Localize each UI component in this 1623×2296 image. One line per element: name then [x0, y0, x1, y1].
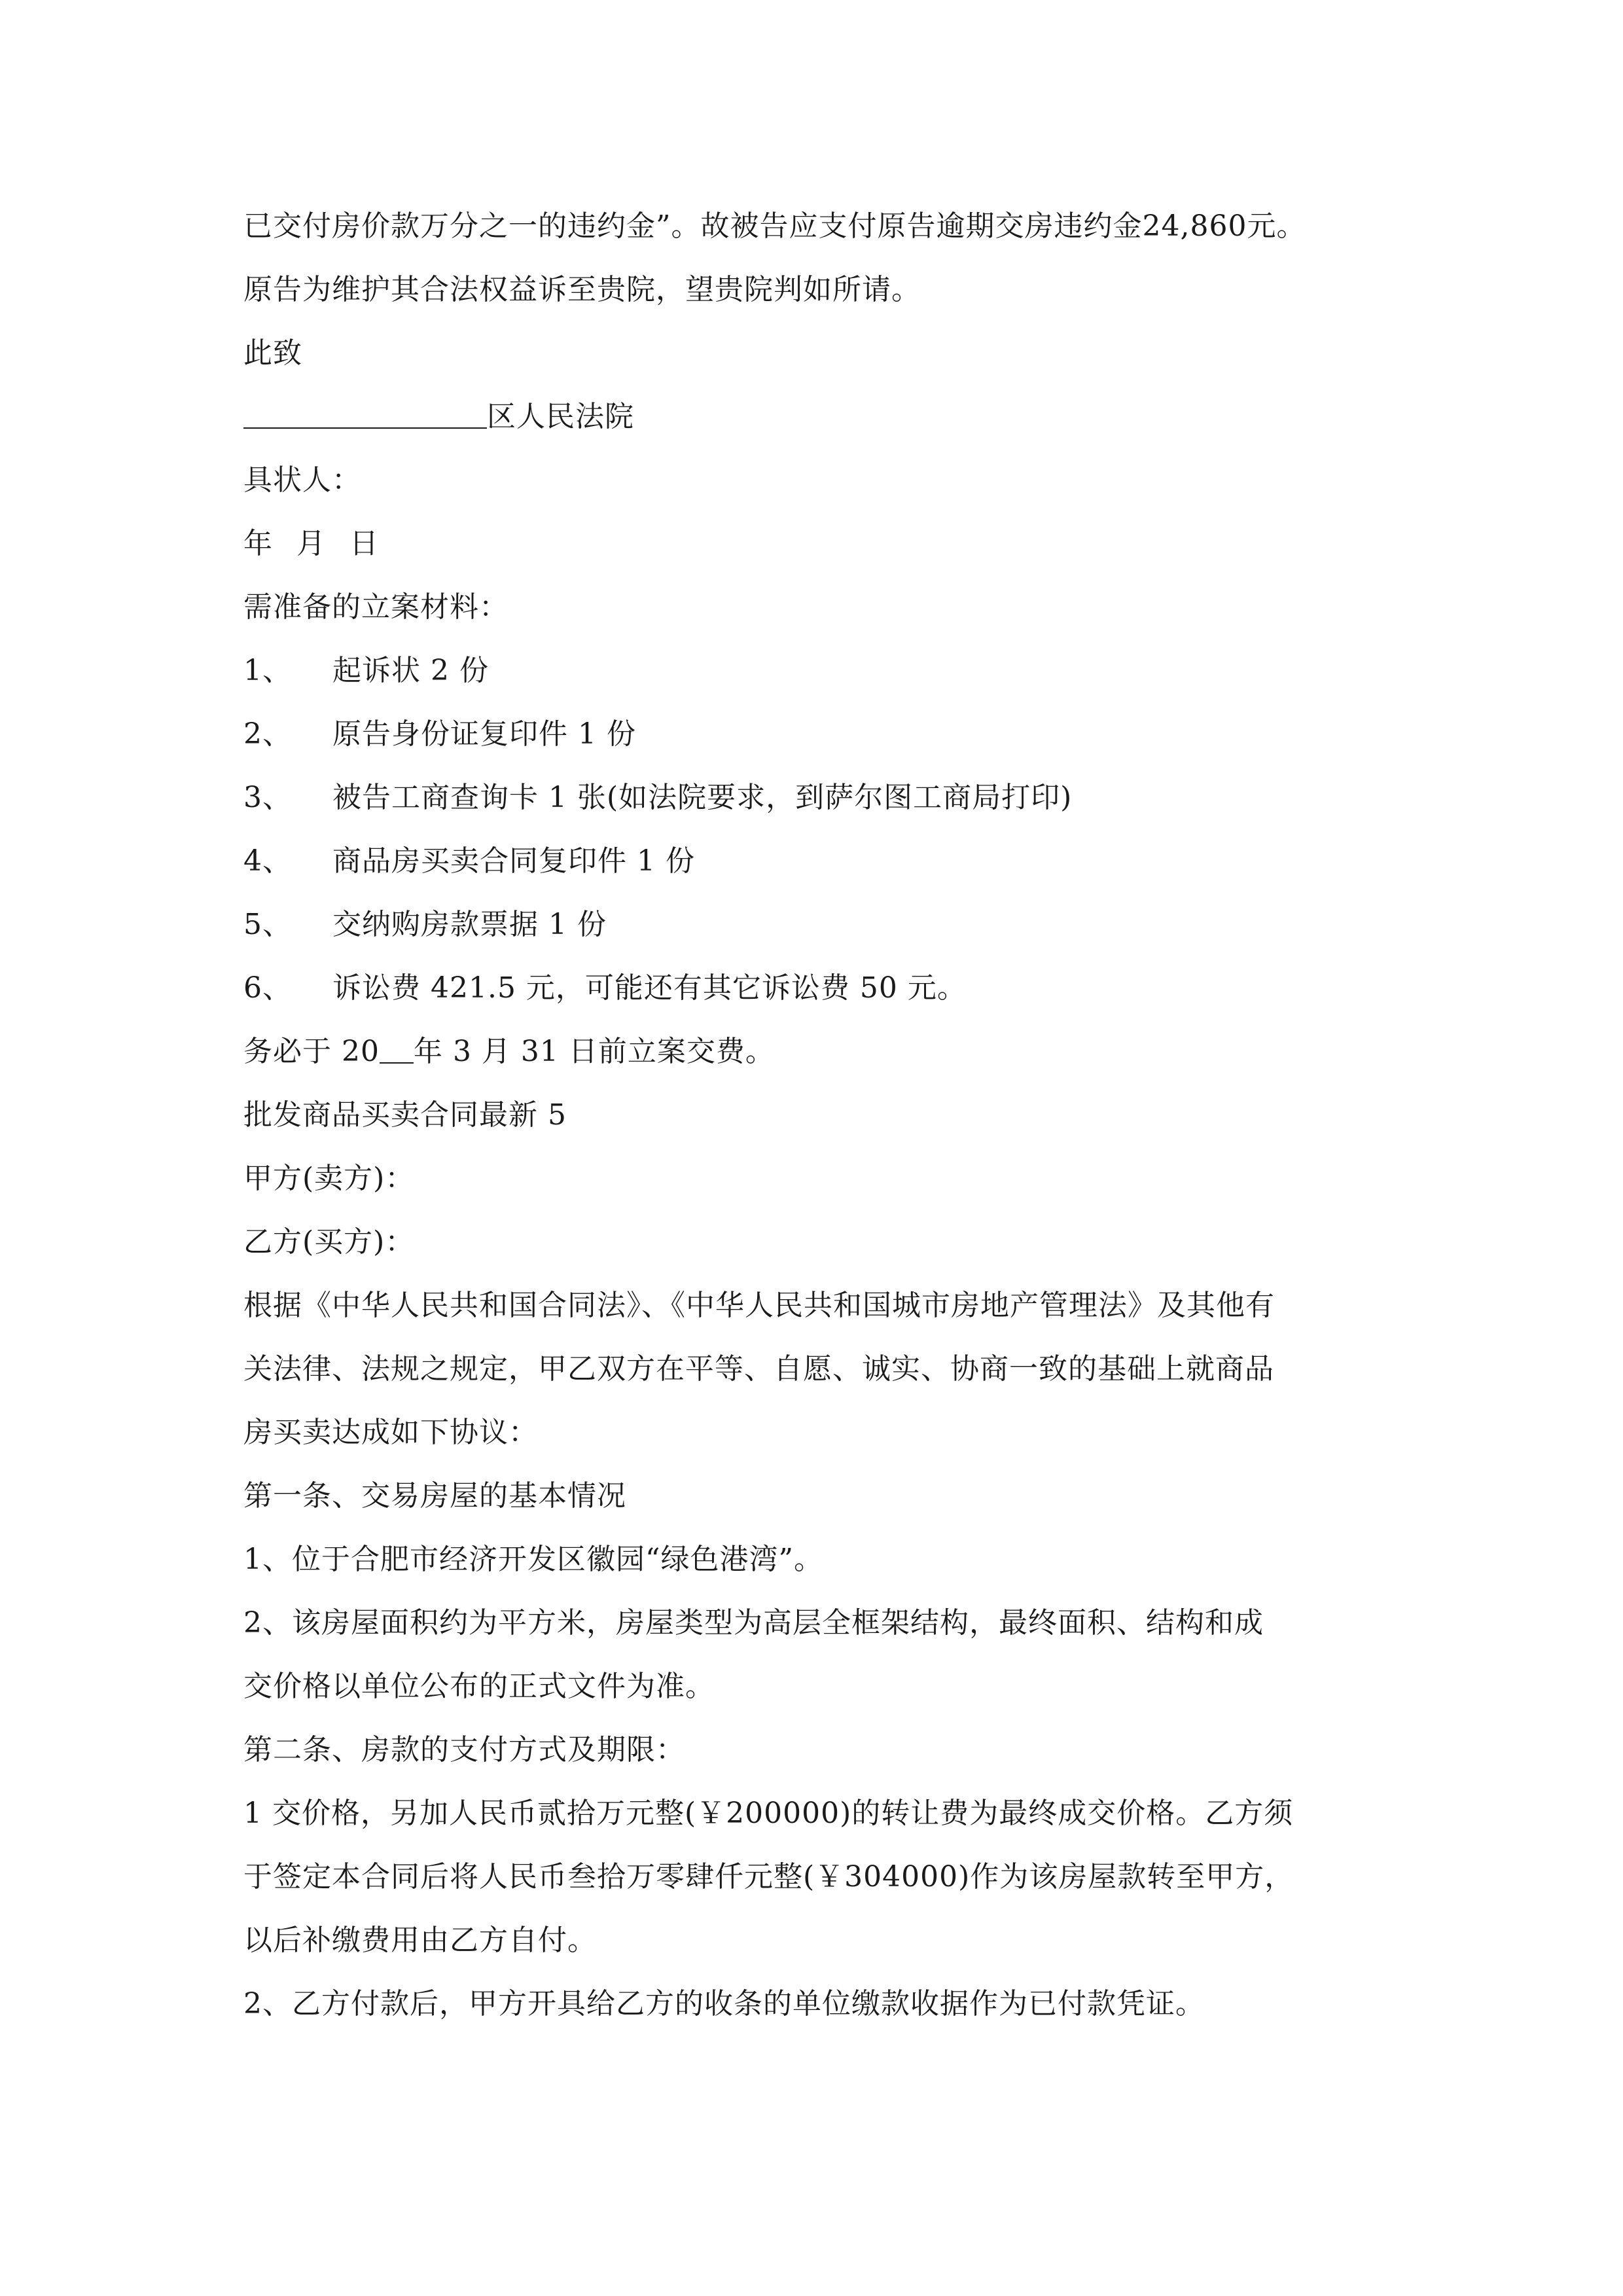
list-item-text: 被告工商查询卡 1 张(如法院要求，到萨尔图工商局打印) [332, 781, 1073, 814]
text-line: 根据《中华人民共和国合同法》、《中华人民共和国城市房地产管理法》及其他有 [243, 1289, 1275, 1322]
materials-heading: 需准备的立案材料： [243, 590, 508, 624]
text-line: 1、位于合肥市经济开发区徽园“绿色港湾”。 [243, 1543, 823, 1576]
party-a: 甲方(卖方)： [243, 1162, 415, 1195]
date-line [243, 524, 1474, 564]
date-year: 年 [243, 527, 273, 560]
list-item [243, 842, 1474, 881]
court-name-blank [243, 401, 487, 429]
text-line: 2、该房屋面积约为平方米，房屋类型为高层全框架结构，最终面积、结构和成 [243, 1606, 1264, 1640]
list-item [243, 969, 1474, 1008]
deadline-prefix: 务必于 20 [243, 1035, 380, 1068]
contract-title: 批发商品买卖合同最新 5 [243, 1098, 567, 1132]
text-line: 房买卖达成如下协议： [243, 1416, 538, 1449]
text-line: 关法律、法规之规定，甲乙双方在平等、自愿、诚实、协商一致的基础上就商品 [243, 1352, 1274, 1386]
list-item-number: 5、 [243, 908, 292, 941]
list-item-number: 2、 [243, 717, 292, 751]
deadline-line [243, 1032, 1474, 1071]
text-line: 已交付房价款万分之一的违约金”。故被告应支付原告逾期交房违约金24,860元。 [243, 209, 1306, 243]
list-item-text: 商品房买卖合同复印件 1 份 [332, 844, 695, 878]
list-item-number: 3、 [243, 781, 292, 814]
date-day: 日 [349, 527, 379, 560]
list-item-number: 6、 [243, 971, 292, 1005]
signer-label: 具状人： [243, 463, 361, 497]
list-item-text: 诉讼费 421.5 元，可能还有其它诉讼费 50 元。 [332, 971, 967, 1005]
list-item-text: 原告身份证复印件 1 份 [332, 717, 636, 751]
court-suffix: 区人民法院 [487, 400, 634, 433]
list-item [243, 905, 1474, 944]
date-month: 月 [296, 527, 326, 560]
year-blank [380, 1036, 414, 1064]
list-item-text: 交纳购房款票据 1 份 [332, 908, 607, 941]
text-line: 1 交价格，另加人民币贰拾万元整(￥200000)的转让费为最终成交价格。乙方须 [243, 1797, 1294, 1830]
text-line: 此致 [243, 336, 302, 370]
text-line: 原告为维护其合法权益诉至贵院，望贵院判如所请。 [243, 273, 921, 306]
court-line [243, 397, 1474, 437]
list-item-number: 4、 [243, 844, 292, 878]
section-heading: 第一条、交易房屋的基本情况 [243, 1479, 626, 1513]
list-item [243, 715, 1474, 754]
text-line: 交价格以单位公布的正式文件为准。 [243, 1670, 715, 1703]
deadline-suffix: 年 3 月 31 日前立案交费。 [413, 1035, 775, 1068]
text-line: 2、乙方付款后，甲方开具给乙方的收条的单位缴款收据作为已付款凭证。 [243, 1987, 1205, 2020]
list-item [243, 651, 1474, 691]
text-line: 于签定本合同后将人民币叁拾万零肆仟元整(￥304000)作为该房屋款转至甲方， [243, 1860, 1294, 1893]
list-item-number: 1、 [243, 654, 292, 687]
section-heading: 第二条、房款的支付方式及期限： [243, 1733, 685, 1767]
text-line: 以后补缴费用由乙方自付。 [243, 1924, 597, 1957]
list-item [243, 778, 1474, 817]
party-b: 乙方(买方)： [243, 1225, 415, 1259]
list-item-text: 起诉状 2 份 [332, 654, 489, 687]
